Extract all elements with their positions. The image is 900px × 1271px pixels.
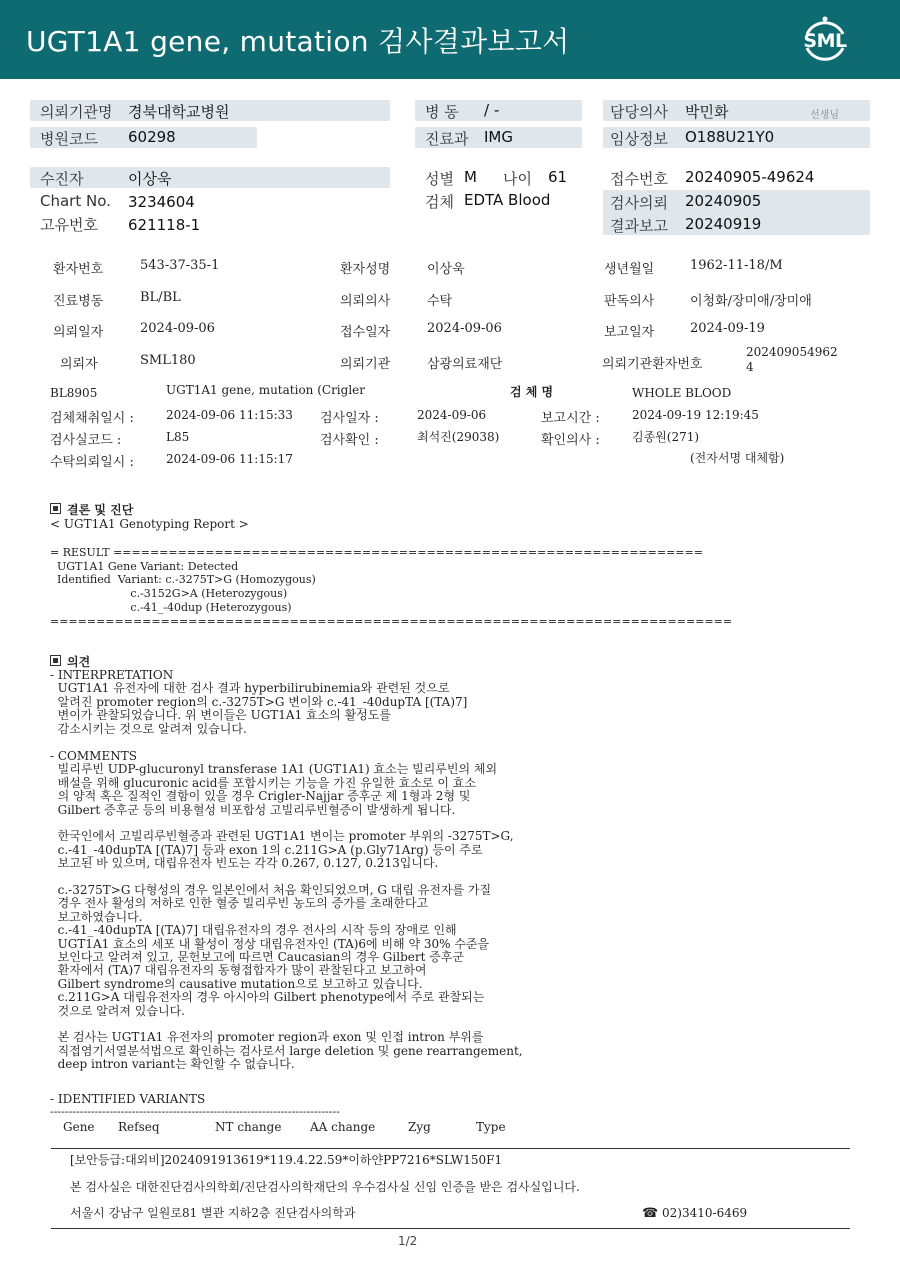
request-value: 20240905 <box>685 192 762 210</box>
variants-title: - IDENTIFIED VARIANTS <box>50 1092 206 1106</box>
ward-value: / - <box>484 101 500 119</box>
report-label: 결과보고 <box>610 217 668 235</box>
comment-line: 본 검사는 UGT1A1 유전자의 promoter region과 exon 및 인접 intron 부위를 <box>50 1030 484 1045</box>
address-line: 서울시 강남구 일원로81 별관 지하2층 진단검사의학과 <box>70 1206 356 1220</box>
comment-line: 의 양적 혹은 질적인 결함이 있을 경우 Crigler-Najjar 증후군 제 1형과 2형 및 <box>50 789 471 804</box>
comment-line: 배설을 위해 glucuronic acid를 포합시키는 기능을 가진 유일한 효소로 이 효소 <box>50 775 476 790</box>
institution-value: 경북대학교병원 <box>128 103 230 121</box>
specimen-label: 검체 <box>425 193 454 211</box>
unique-label: 고유번호 <box>40 216 98 234</box>
variant-header-type: Type <box>476 1120 506 1134</box>
clinical-label: 임상정보 <box>610 130 668 148</box>
comment-line: 빌리루빈 UDP-glucuronyl transferase 1A1 (UGT1A1) 효소는 빌리루빈의 체외 <box>50 762 498 777</box>
conclusion-title: 결론 및 진단 <box>67 503 134 517</box>
reporttime-value: 2024-09-19 12:19:45 <box>632 408 759 422</box>
detail-r2-l2: 의뢰의사 <box>340 294 391 309</box>
collect-value: 2024-09-06 11:15:33 <box>166 408 293 422</box>
variant-header-zyg: Zyg <box>408 1120 431 1134</box>
detail-r1-l2: 환자성명 <box>340 262 391 277</box>
age-label: 나이 <box>503 170 532 188</box>
comment-line: 보고된 바 있으며, 대립유전자 빈도는 각각 0.267, 0.127, 0.213입니다. <box>50 856 439 871</box>
variant-header-refseq: Refseq <box>118 1120 160 1134</box>
confirm-label: 검사확인 : <box>320 433 379 448</box>
institution-label: 의뢰기관명 <box>40 103 113 121</box>
report-value: 20240919 <box>685 215 762 233</box>
detail-r1-v2: 이상욱 <box>427 262 465 277</box>
variant-header-gene: Gene <box>63 1120 95 1134</box>
confirm-doctor-value: 김종원(271) <box>632 430 700 444</box>
comment-line: 경우 전사 활성의 저하로 인한 혈중 빌리루빈 농도의 증가를 초래한다고 <box>50 896 429 911</box>
phone-number: 02)3410-6469 <box>662 1206 748 1220</box>
confirm-value: 최석진(29038) <box>417 430 500 444</box>
detail-r4-l2: 의뢰기관 <box>340 357 391 372</box>
clinical-value: O188U21Y0 <box>685 128 775 146</box>
hospital-code-label: 병원코드 <box>40 130 98 148</box>
result-block <box>50 546 732 628</box>
test-code: BL8905 <box>50 386 98 400</box>
result-line: UGT1A1 Gene Variant: Detected <box>50 559 239 573</box>
dept-value: IMG <box>484 128 513 146</box>
variant-header-aa: AA change <box>310 1120 376 1134</box>
lab-label: 검사실코드 : <box>50 433 122 448</box>
sml-logo <box>799 14 851 66</box>
comment-line: 보인다고 알려져 있고, 문헌보고에 따르면 Caucasian의 경우 Gilbert 증후군 <box>50 950 464 965</box>
report-header <box>0 0 900 79</box>
comment-line: UGT1A1 효소의 세포 내 활성이 정상 대립유전자인 (TA)6에 비해 약 30% 수준을 <box>50 936 490 951</box>
consign-value: 2024-09-06 11:15:17 <box>166 452 293 466</box>
patient-bar <box>30 167 390 188</box>
result-line: Identified Variant: c.-3275T>G (Homozygous) <box>50 573 316 587</box>
testdate-label: 검사일자 : <box>320 411 379 426</box>
detail-r3-v3: 2024-09-19 <box>690 321 765 336</box>
detail-r2-v1: BL/BL <box>140 290 181 305</box>
detail-r3-v2: 2024-09-06 <box>427 321 502 336</box>
genotyping-title: < UGT1A1 Genotyping Report > <box>50 517 249 531</box>
dept-label: 진료과 <box>425 130 469 148</box>
chart-value: 3234604 <box>128 193 195 211</box>
receipt-value: 20240905-49624 <box>685 168 815 186</box>
reporttime-label: 보고시간 : <box>541 411 600 426</box>
logo-text: SML <box>803 30 847 52</box>
detail-r3-l2: 접수일자 <box>340 325 391 340</box>
footer-divider-bottom <box>51 1228 850 1229</box>
comment-line: 것으로 알려져 있습니다. <box>50 1003 185 1018</box>
sex-label: 성별 <box>425 170 454 188</box>
testdate-value: 2024-09-06 <box>417 408 487 422</box>
comment-line: c.211G>A 대립유전자의 경우 아시아의 Gilbert phenotype에서 주로 관찰되는 <box>50 990 485 1005</box>
variants-dashes: ------------------------------------------------------------------------------ <box>50 1105 340 1118</box>
detail-r3-v1: 2024-09-06 <box>140 321 215 336</box>
detail-r1-l3: 생년월일 <box>604 262 655 277</box>
detail-r4-v3b: 4 <box>746 360 754 374</box>
comment-line: c.-3275T>G 다형성의 경우 일본인에서 처음 확인되었으며, G 대립 유전자를 가질 <box>50 883 492 898</box>
interp-line: 변이가 관찰되었습니다. 위 변이들은 UGT1A1 효소의 활성도를 <box>50 708 391 723</box>
detail-r4-l1: 의뢰자 <box>60 357 98 372</box>
detail-r1-l1: 환자번호 <box>53 262 104 277</box>
result-line: c.-3152G>A (Heterozygous) <box>50 587 288 601</box>
bullet-square-icon <box>50 655 61 666</box>
doctor-suffix: 선생님 <box>810 110 839 121</box>
comment-line: - COMMENTS <box>50 749 137 763</box>
ward-label: 병 동 <box>425 103 459 121</box>
test-specimen-value: WHOLE BLOOD <box>632 386 732 400</box>
footer-divider-top <box>51 1148 850 1149</box>
detail-r3-l3: 보고일자 <box>604 325 655 340</box>
certification-line: 본 검사실은 대한진단검사의학회/진단검사의학재단의 우수검사실 신임 인증을 받은 검사실입니다. <box>70 1180 580 1194</box>
detail-r2-v3: 이청화/장미애/장미애 <box>690 294 812 309</box>
detail-r4-v3a: 202409054962 <box>746 345 838 359</box>
sex-value: M <box>464 168 477 186</box>
detail-r4-l3: 의뢰기관환자번호 <box>602 357 703 372</box>
detail-r4-v1: SML180 <box>140 353 196 368</box>
phone-icon: ☎ <box>642 1206 659 1221</box>
opinion-title: 의견 <box>67 655 91 669</box>
security-line: [보안등급:대외비]2024091913619*119.4.22.59*이하얀PP7216*SLW150F1 <box>70 1153 503 1167</box>
age-value: 61 <box>548 168 568 186</box>
comment-line: deep intron variant는 확인할 수 없습니다. <box>50 1057 295 1072</box>
page-number: 1/2 <box>398 1234 418 1248</box>
unique-value: 621118-1 <box>128 216 201 234</box>
comment-line: c.-41_-40dupTA [(TA)7] 대립유전자의 경우 전사의 시작 등의 장애로 인해 <box>50 923 457 938</box>
specimen-value: EDTA Blood <box>464 191 551 209</box>
collect-label: 검체채취일시 : <box>50 411 134 426</box>
comment-line: Gilbert syndrome의 causative mutation으로 보고하고 있습니다. <box>50 976 423 991</box>
comment-line: 환자에서 (TA)7 대립유전자의 동형접합자가 많이 관찰된다고 보고하여 <box>50 963 427 978</box>
patient-label: 수진자 <box>40 170 84 188</box>
comment-line: 보고하였습니다. <box>50 909 143 924</box>
consign-label: 수탁의뢰일시 : <box>50 455 134 470</box>
detail-r3-l1: 의뢰일자 <box>53 325 104 340</box>
report-title: UGT1A1 gene, mutation 검사결과보고서 <box>26 25 570 58</box>
hospital-code-value: 60298 <box>128 128 176 146</box>
detail-r2-l3: 판독의사 <box>604 294 655 309</box>
comments-block <box>50 750 523 1072</box>
confirm-doctor-label: 확인의사 : <box>541 433 600 448</box>
chart-label: Chart No. <box>40 192 111 210</box>
interp-line: 알려진 promoter region의 c.-3275T>G 변이와 c.-41_-40dupTA [(TA)7] <box>50 694 468 709</box>
variant-header-nt: NT change <box>215 1120 282 1134</box>
result-line: c.-41_-40dup (Heterozygous) <box>50 600 292 614</box>
request-label: 검사의뢰 <box>610 194 668 212</box>
esign-note: (전자서명 대체함) <box>690 451 785 465</box>
doctor-value: 박민화 <box>685 103 729 121</box>
test-specimen-label: 검 체 명 <box>510 385 554 399</box>
interp-line: - INTERPRETATION <box>50 668 174 682</box>
bullet-square-icon <box>50 503 61 514</box>
detail-r4-v2: 삼광의료재단 <box>427 357 503 372</box>
interpretation-block <box>50 669 467 736</box>
lab-value: L85 <box>166 430 190 444</box>
comment-line: 한국인에서 고빌리루빈혈증과 관련된 UGT1A1 변이는 promoter 부위의 -3275T>G, <box>50 829 514 844</box>
comment-line: Gilbert 증후군 등의 비용혈성 비포합성 고빌리루빈혈증이 발생하게 됩니다. <box>50 802 456 817</box>
result-line: = RESULT ================================================================ <box>50 546 703 559</box>
interp-line: UGT1A1 유전자에 대한 검사 결과 hyperbilirubinemia와 관련된 것으로 <box>50 681 450 696</box>
result-line: ========================================================================== <box>50 614 733 628</box>
detail-r2-l1: 진료병동 <box>53 294 104 309</box>
detail-r1-v3: 1962-11-18/M <box>690 258 783 273</box>
conclusion-heading <box>50 503 133 517</box>
phone-line <box>642 1207 747 1220</box>
detail-r2-v2: 수탁 <box>427 294 453 309</box>
doctor-label: 담당의사 <box>610 103 668 121</box>
receipt-label: 접수번호 <box>610 170 668 188</box>
detail-r1-v1: 543-37-35-1 <box>140 258 220 273</box>
comment-line: 직접염기서열분석법으로 확인하는 검사로서 large deletion 및 gene rearrangement, <box>50 1043 523 1058</box>
comment-line: c.-41_-40dupTA [(TA)7] 등과 exon 1의 c.211G>A (p.Gly71Arg) 등이 주로 <box>50 842 483 857</box>
patient-value: 이상욱 <box>128 170 172 188</box>
interp-line: 감소시키는 것으로 알려져 있습니다. <box>50 721 247 736</box>
test-name: UGT1A1 gene, mutation (Crigler <box>166 383 366 397</box>
